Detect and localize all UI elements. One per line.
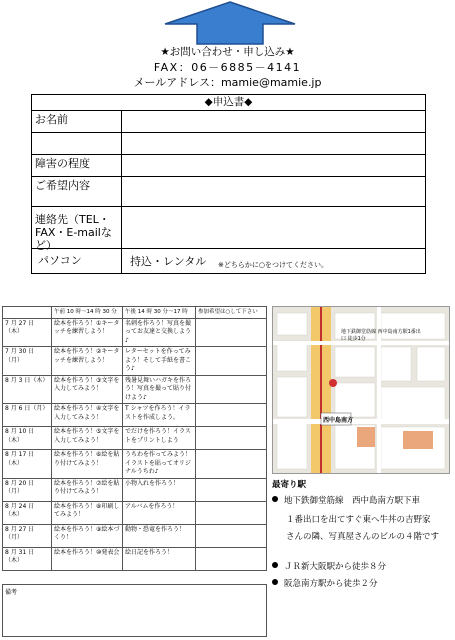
header-pm: 午後 14 時 30 分～17 時 [123,307,196,319]
pc-field[interactable] [122,249,425,273]
schedule-date: 7 月 27 日（木） [3,318,52,347]
schedule-pm: アルバムを作ろう！ [123,501,196,524]
schedule-date: 8 月 6 日（月） [3,404,52,427]
schedule-am: 絵本を作ろう！⑦絵を貼り付けてみよう！ [52,478,123,501]
contact-row [32,207,425,252]
schedule-am: 絵本を作ろう！②キータッチを練習しよう！ [52,347,123,376]
pc-row [32,249,425,273]
access-line-1 [272,496,420,507]
request-row [32,177,425,207]
schedule-pm: 絵日記を作ろう！ [123,547,196,570]
schedule-row [3,478,267,501]
schedule-join-cell[interactable] [196,547,267,570]
schedule-join-cell[interactable] [196,450,267,479]
disability-label: 障害の程度 [32,155,122,176]
schedule-am: 絵本を作ろう！①キータッチを練習しよう！ [52,318,123,347]
access-map [272,306,450,474]
disability-field[interactable] [122,155,425,176]
fax-number: FAX：06－6885－4141 [153,61,302,74]
schedule-row [3,524,267,547]
schedule-row [3,375,267,404]
schedule-row [3,501,267,524]
schedule-date: 8 月 24 日（木） [3,501,52,524]
schedule-pm: T シャツを作ろう！イラストを作成しよう。 [123,404,196,427]
schedule-join-cell[interactable] [196,404,267,427]
schedule-pm: でだけを作ろう！イラストをプリントしよう [123,427,196,450]
header-am: 午前 10 時～14 時 30 分 [52,307,123,319]
blank-label [32,133,122,154]
contact-field[interactable] [122,207,425,248]
location-pin-icon [329,379,337,387]
access-text-1: 地下鉄御堂筋線 西中島南方駅下車 [284,496,421,506]
schedule-pm: レターセットを作ってみよう！そして手紙を書こう♪ [123,347,196,376]
bullet-icon [272,579,278,585]
header-join: 参加希望は○して下さい [196,307,267,319]
email-address: メールアドレス：mamie@mamie.jp [133,76,322,89]
schedule-row [3,450,267,479]
pc-note: ※どちらかに○をつけてください。 [218,261,328,269]
schedule-pm: 名刺を作ろう！写真を撮ってお友達と交換しよう♪ [123,318,196,347]
application-form [31,94,426,274]
schedule-join-cell[interactable] [196,375,267,404]
name-row [32,111,425,133]
request-label: ご希望内容 [32,177,122,206]
schedule-am: 絵本を作ろう！⑩発表会 [52,547,123,570]
form-title: ◆申込書◆ [32,95,425,111]
schedule-join-cell[interactable] [196,347,267,376]
schedule-date: 8 月 31 日（木） [3,547,52,570]
access-line-3: さんの隣、写真屋さんのビルの４階です [286,532,440,542]
access-line-2: １番出口を出てすぐ東へ牛丼の吉野家 [286,515,431,525]
schedule-join-cell[interactable] [196,524,267,547]
schedule-pm: 小物入れを作ろう！ [123,478,196,501]
map-station-label: 西中島南方 [323,417,354,424]
bullet-icon [272,496,278,502]
blank-field[interactable] [122,133,425,154]
schedule-row [3,318,267,347]
name-field[interactable] [122,111,425,132]
schedule-am: 絵本を作ろう！④文字を入力してみよう！ [52,404,123,427]
schedule-date: 8 月 20 日（月） [3,478,52,501]
schedule-row [3,427,267,450]
schedule-join-cell[interactable] [196,318,267,347]
schedule-row [3,404,267,427]
map-note-label: 地下鉄御堂筋線 西中島南方駅1番出口 徒歩1分 [341,329,421,342]
request-field[interactable] [122,177,425,206]
schedule-date: 8 月 3 日（木） [3,375,52,404]
blank-row [32,133,425,155]
up-arrow-icon [163,0,297,46]
schedule-join-cell[interactable] [196,501,267,524]
schedule-date: 8 月 17 日（木） [3,450,52,479]
schedule-pm: 動物・恐竜を作ろう！ [123,524,196,547]
schedule-row [3,347,267,376]
schedule-am: 絵本を作ろう！⑥絵を貼り付けてみよう！ [52,450,123,479]
access-line-4 [272,562,386,573]
schedule-am: 絵本を作ろう！⑨絵本づくり！ [52,524,123,547]
schedule-join-cell[interactable] [196,427,267,450]
name-label: お名前 [32,111,122,132]
schedule-pm: うちわを作ってみよう！イラストを貼ってオリジナルうちわ♪ [123,450,196,479]
contact-heading: ★お問い合わせ・申し込み★ [160,46,295,58]
schedule-date: 8 月 10 日（木） [3,427,52,450]
access-text-5: 阪急南方駅から徒歩２分 [284,579,378,589]
pc-label: パソコン [32,249,122,273]
schedule-date: 8 月 27 日（月） [3,524,52,547]
access-text-4: ＪＲ新大阪駅から徒歩８分 [284,562,387,572]
disability-row [32,155,425,177]
bullet-icon [272,562,278,568]
schedule-header-row [3,307,267,319]
schedule-row [3,547,267,570]
access-heading: 最寄り駅 [272,480,307,490]
schedule-am: 絵本を作ろう！③文字を入力してみよう！ [52,375,123,404]
schedule-date: 7 月 30 日（月） [3,347,52,376]
schedule-join-cell[interactable] [196,478,267,501]
schedule-table [2,306,267,571]
header-date [3,307,52,319]
schedule-pm: 残暑見舞いハガキを作ろう！写真を撮って貼り付けよう♪ [123,375,196,404]
schedule-am: 絵本を作ろう！⑤文字を入力してみよう！ [52,427,123,450]
contact-label: 連絡先（TEL・FAX・E-mailなど） [32,207,122,248]
access-line-5 [272,579,378,590]
remarks-label: 備考 [5,589,18,596]
pc-value: 持込・レンタル [130,255,207,268]
remarks-box[interactable] [2,584,267,637]
schedule-am: 絵本を作ろう！⑧印刷してみよう！ [52,501,123,524]
